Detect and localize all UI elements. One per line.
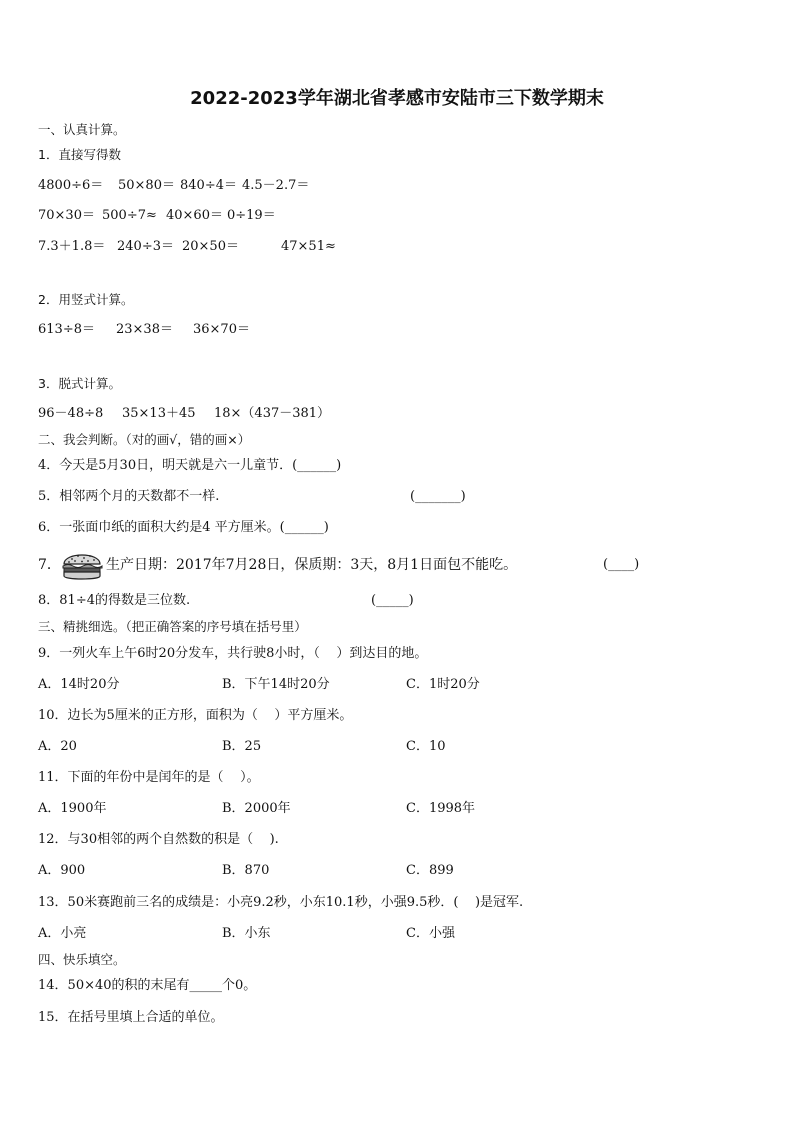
calc-item: 23×38＝: [116, 322, 173, 337]
question-12: 12．与30相邻的两个自然数的积是（ ).: [38, 832, 279, 847]
option-b[interactable]: B．870: [222, 863, 270, 878]
calc-item: 7.3＋1.8＝: [38, 239, 106, 254]
calc-item: 0÷19＝: [227, 208, 276, 223]
calc-item: 613÷8＝: [38, 322, 95, 337]
section-heading-1: 一、认真计算。: [38, 122, 126, 137]
option-c[interactable]: C．1998年: [406, 801, 476, 816]
calc-item: 36×70＝: [193, 322, 250, 337]
calc-item: 4.5－2.7＝: [242, 178, 310, 193]
option-a[interactable]: A．小亮: [38, 926, 87, 941]
question-13: 13．50米赛跑前三名的成绩是：小亮9.2秒，小东10.1秒，小强9.5秒．( )是冠军.: [38, 895, 524, 910]
calc-item: 20×50＝: [182, 239, 239, 254]
answer-blank[interactable]: (____): [603, 557, 640, 572]
calc-item: 240÷3＝: [117, 239, 174, 254]
option-b[interactable]: B．下午14时20分: [222, 677, 330, 692]
answer-blank[interactable]: (_______): [410, 489, 466, 504]
calc-item: 18×（437－381）: [214, 406, 331, 421]
option-a[interactable]: A．900: [38, 863, 86, 878]
answer-blank[interactable]: (_____): [371, 593, 414, 608]
question-15: 15．在括号里填上合适的单位。: [38, 1010, 224, 1025]
question-8: 8．81÷4的得数是三位数.: [38, 593, 191, 608]
option-b[interactable]: B．小东: [222, 926, 271, 941]
calc-item: 500÷7≈: [102, 208, 157, 223]
question-7-text: 生产日期：2017年7月28日，保质期：3天，8月1日面包不能吃。: [106, 557, 518, 573]
question-9: 9．一列火车上午6时20分发车，共行驶8小时，（ ）到达目的地。: [38, 646, 428, 661]
option-a[interactable]: A．20: [38, 739, 77, 754]
calc-item: 35×13＋45: [122, 406, 196, 421]
option-a[interactable]: A．1900年: [38, 801, 107, 816]
calc-item: 40×60＝: [166, 208, 223, 223]
question-3-label: 3．脱式计算。: [38, 376, 121, 391]
calc-item: 840÷4＝: [180, 178, 237, 193]
option-c[interactable]: C．899: [406, 863, 454, 878]
option-c[interactable]: C．10: [406, 739, 446, 754]
question-7-number: 7．: [38, 557, 61, 573]
question-5: 5．相邻两个月的天数都不一样.: [38, 489, 220, 504]
section-heading-4: 四、快乐填空。: [38, 952, 126, 967]
option-c[interactable]: C．1时20分: [406, 677, 480, 692]
question-1-label: 1．直接写得数: [38, 147, 121, 162]
question-2-label: 2．用竖式计算。: [38, 292, 134, 307]
option-b[interactable]: B．25: [222, 739, 262, 754]
section-heading-3: 三、精挑细选。（把正确答案的序号填在括号里）: [38, 619, 307, 634]
calc-item: 50×80＝: [118, 178, 175, 193]
option-a[interactable]: A．14时20分: [38, 677, 120, 692]
question-6: 6．一张面巾纸的面积大约是4 平方厘米。(______): [38, 520, 329, 535]
section-heading-2: 二、我会判断。（对的画√，错的画×）: [38, 432, 251, 447]
option-c[interactable]: C．小强: [406, 926, 455, 941]
question-14: 14．50×40的积的末尾有_____个0。: [38, 978, 257, 993]
question-4: 4．今天是5月30日，明天就是六一儿童节．(______): [38, 458, 342, 473]
calc-item: 47×51≈: [281, 239, 336, 254]
option-b[interactable]: B．2000年: [222, 801, 291, 816]
calc-item: 4800÷6＝: [38, 178, 104, 193]
question-11: 11．下面的年份中是闰年的是（ ）。: [38, 770, 260, 785]
hamburger-icon: [60, 549, 104, 583]
calc-item: 96－48÷8: [38, 406, 104, 421]
question-10: 10．边长为5厘米的正方形，面积为（ ）平方厘米。: [38, 708, 353, 723]
calc-item: 70×30＝: [38, 208, 95, 223]
page-title: 2022-2023学年湖北省孝感市安陆市三下数学期末: [190, 88, 604, 109]
